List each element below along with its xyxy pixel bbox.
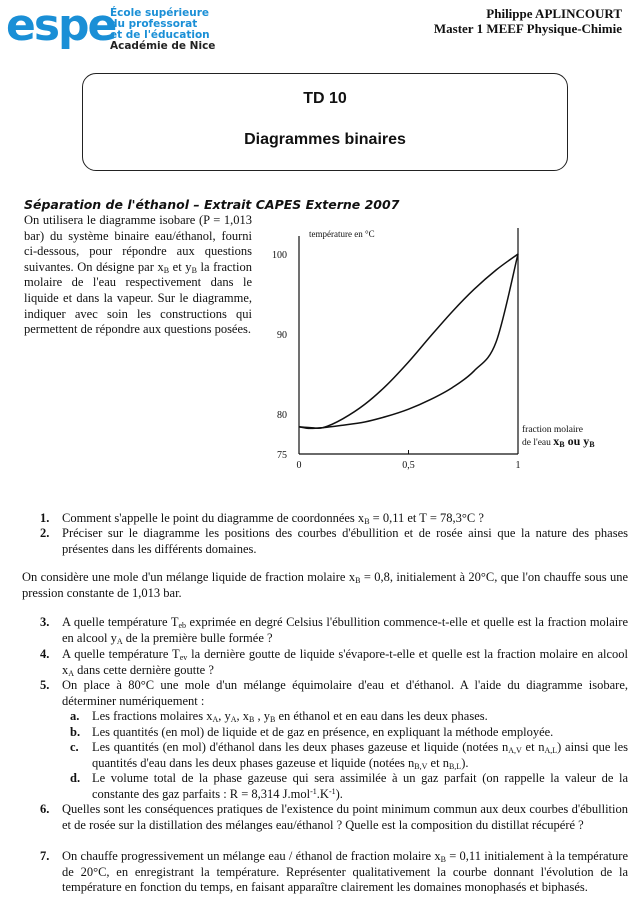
question-number: b. xyxy=(70,725,81,739)
question-5: On place à 80°C une mole d'un mélange équimolaire d'eau et d'éthanol. A l'aide du diagramme isobare, déterminer numériquement : xyxy=(62,678,628,708)
q-sub: A xyxy=(212,715,219,724)
question-5c xyxy=(92,740,628,771)
q-text: ). xyxy=(461,755,469,770)
q-sub: B xyxy=(249,715,255,724)
intro-text: la fraction molaire de l'eau respectivement dans le liquide et dans la vapeur. Sur le diagramme, indiquer avec soin les constructions qui permettent de répondre aux questions posées. xyxy=(24,259,252,337)
q-text: = 0,11 et T = 78,3°C ? xyxy=(369,511,484,525)
logo-word: espe xyxy=(6,0,116,51)
td-number: TD 10 xyxy=(303,90,347,107)
x-tick-label: 0,5 xyxy=(402,460,415,471)
q-text: A quelle température T xyxy=(62,615,179,629)
question-number: c. xyxy=(70,740,79,754)
q-text: , x xyxy=(236,709,250,723)
q-sub: A,L xyxy=(544,746,558,755)
x-axis-label-line1: fraction molaire xyxy=(522,425,583,435)
q-sup: -1 xyxy=(328,786,336,796)
course-name: Master 1 MEEF Physique-Chimie xyxy=(433,21,622,36)
question-number: d. xyxy=(70,771,81,785)
logo-line: École supérieure xyxy=(110,7,210,19)
q-sub: ev xyxy=(179,653,188,662)
question-7 xyxy=(62,849,628,896)
author-name: Philippe APLINCOURT xyxy=(486,6,622,21)
x-tick-label: 0 xyxy=(296,460,302,471)
q-text: Les fractions molaires x xyxy=(92,709,213,723)
q-text: la dernière goutte de liquide s'évapore-t-elle et quelle est la fraction molaire en alcool x xyxy=(62,647,628,677)
q-text: On considère une mole d'un mélange liquide de fraction molaire x xyxy=(22,570,356,584)
q-text: .K xyxy=(316,786,329,801)
q-text: en éthanol et en eau dans les deux phases. xyxy=(275,709,488,723)
q-text: exprimée en degré Celsius l'ébullition commence-t-elle et quelle est la fraction molaire en alcool y xyxy=(62,615,628,645)
question-5b: Les quantités (en mol) de liquide et de gaz en présence, en expliquant la méthode employée. xyxy=(92,725,554,739)
question-2: Préciser sur le diagramme les positions des courbes d'ébullition et de rosée ainsi que la nature des phases présentes dans les différents domaines. xyxy=(62,526,628,556)
y-tick-label: 100 xyxy=(272,250,287,261)
q-sub: B xyxy=(364,517,370,526)
q-text: A quelle température T xyxy=(62,647,180,661)
q-text: de la première bulle formée ? xyxy=(122,630,273,645)
q-text: = 0,11 initialement à la température de 20°C, en enregistrant la température. Représenter qualitativement la courbe donnant l'évolution de la température en fonction du temps, en faisant apparaître clairement les domaines monophasés et biphasés. xyxy=(62,849,628,894)
question-number: 6. xyxy=(40,802,50,816)
section-heading: Séparation de l'éthanol – Extrait CAPES Externe 2007 xyxy=(24,197,400,212)
q-sub: A xyxy=(116,636,123,646)
x-axis-label-part: B xyxy=(589,440,595,449)
x-axis-label-part: B xyxy=(559,440,565,449)
y-axis-label: température en °C xyxy=(309,229,375,239)
q-sub: A,V xyxy=(508,746,522,755)
question-number: a. xyxy=(70,709,80,723)
logo-line: Académie de Nice xyxy=(110,40,216,52)
q-sub: A xyxy=(230,715,237,724)
x-axis-label-part: x xyxy=(553,434,560,448)
context-paragraph xyxy=(22,570,628,601)
question-number: 7. xyxy=(40,849,50,863)
q-text: Le volume total de la phase gazeuse qui sera assimilée à un gaz parfait (on rappelle la valeur de la constante des gaz parfaits : R = 8,314 J.mol xyxy=(92,771,628,801)
q-text: On chauffe progressivement un mélange eau / éthanol de fraction molaire x xyxy=(62,849,441,863)
q-text: et n xyxy=(427,755,449,770)
q-sub: B xyxy=(355,576,361,585)
q-sub: eb xyxy=(178,621,187,630)
q-sup: -1 xyxy=(310,786,317,796)
q-text: ) ainsi que les quantités d'eau dans les deux phases gazeuse et liquide (notées n xyxy=(92,740,628,770)
q-sub: B xyxy=(440,855,446,864)
x-tick-label: 1 xyxy=(515,460,521,471)
question-3 xyxy=(62,615,628,646)
y-tick-label: 75 xyxy=(277,450,287,461)
intro-text: On utilisera le diagramme isobare (P = 1,013 bar) du système binaire eau/éthanol, fourni ci-dessous, pour répondre aux questions suivantes. On désigne par x xyxy=(24,213,252,274)
intro-text: et y xyxy=(169,259,192,274)
question-5d xyxy=(92,771,628,802)
logo-line: du professorat xyxy=(110,18,198,30)
q-sub: B,L xyxy=(448,761,462,771)
q-text: dans cette dernière goutte ? xyxy=(74,662,214,677)
question-number: 4. xyxy=(40,647,50,661)
q-sub: B xyxy=(269,715,276,724)
x-axis-label-part: ou y xyxy=(564,434,590,448)
question-number: 2. xyxy=(40,526,50,540)
q-text: , y xyxy=(218,709,231,723)
q-text: , y xyxy=(254,709,270,723)
x-axis-label-part: de l'eau xyxy=(522,438,554,448)
logo-line: et de l'éducation xyxy=(110,29,210,41)
q-text: et n xyxy=(521,740,545,754)
question-5a xyxy=(92,709,628,725)
question-number: 3. xyxy=(40,615,50,629)
q-text: ). xyxy=(335,786,343,801)
question-number: 1. xyxy=(40,511,50,525)
y-tick-label: 80 xyxy=(277,410,287,421)
q-text: = 0,8, initialement à 20°C, que l'on chauffe sous une pression constante de 1,013 bar. xyxy=(22,570,628,600)
intro-sub: B xyxy=(191,265,197,275)
question-4 xyxy=(62,647,628,678)
q-text: Les quantités (en mol) d'éthanol dans les deux phases gazeuse et liquide (notées n xyxy=(92,740,509,754)
intro-sub: B xyxy=(163,265,170,275)
q-sub: B,V xyxy=(414,761,428,771)
q-sub: A xyxy=(68,668,75,678)
y-tick-label: 90 xyxy=(277,330,287,341)
question-1 xyxy=(62,511,628,527)
question-number: 5. xyxy=(40,678,50,692)
td-subject: Diagrammes binaires xyxy=(244,131,406,148)
question-6: Quelles sont les conséquences pratiques de l'existence du point minimum commun aux deux courbes d'ébullition et de rosée sur la distillation des mélanges eau/éthanol ? Quelle est la composition du distillat récupéré ? xyxy=(62,802,628,832)
q-text: Comment s'appelle le point du diagramme de coordonnées x xyxy=(62,511,365,525)
